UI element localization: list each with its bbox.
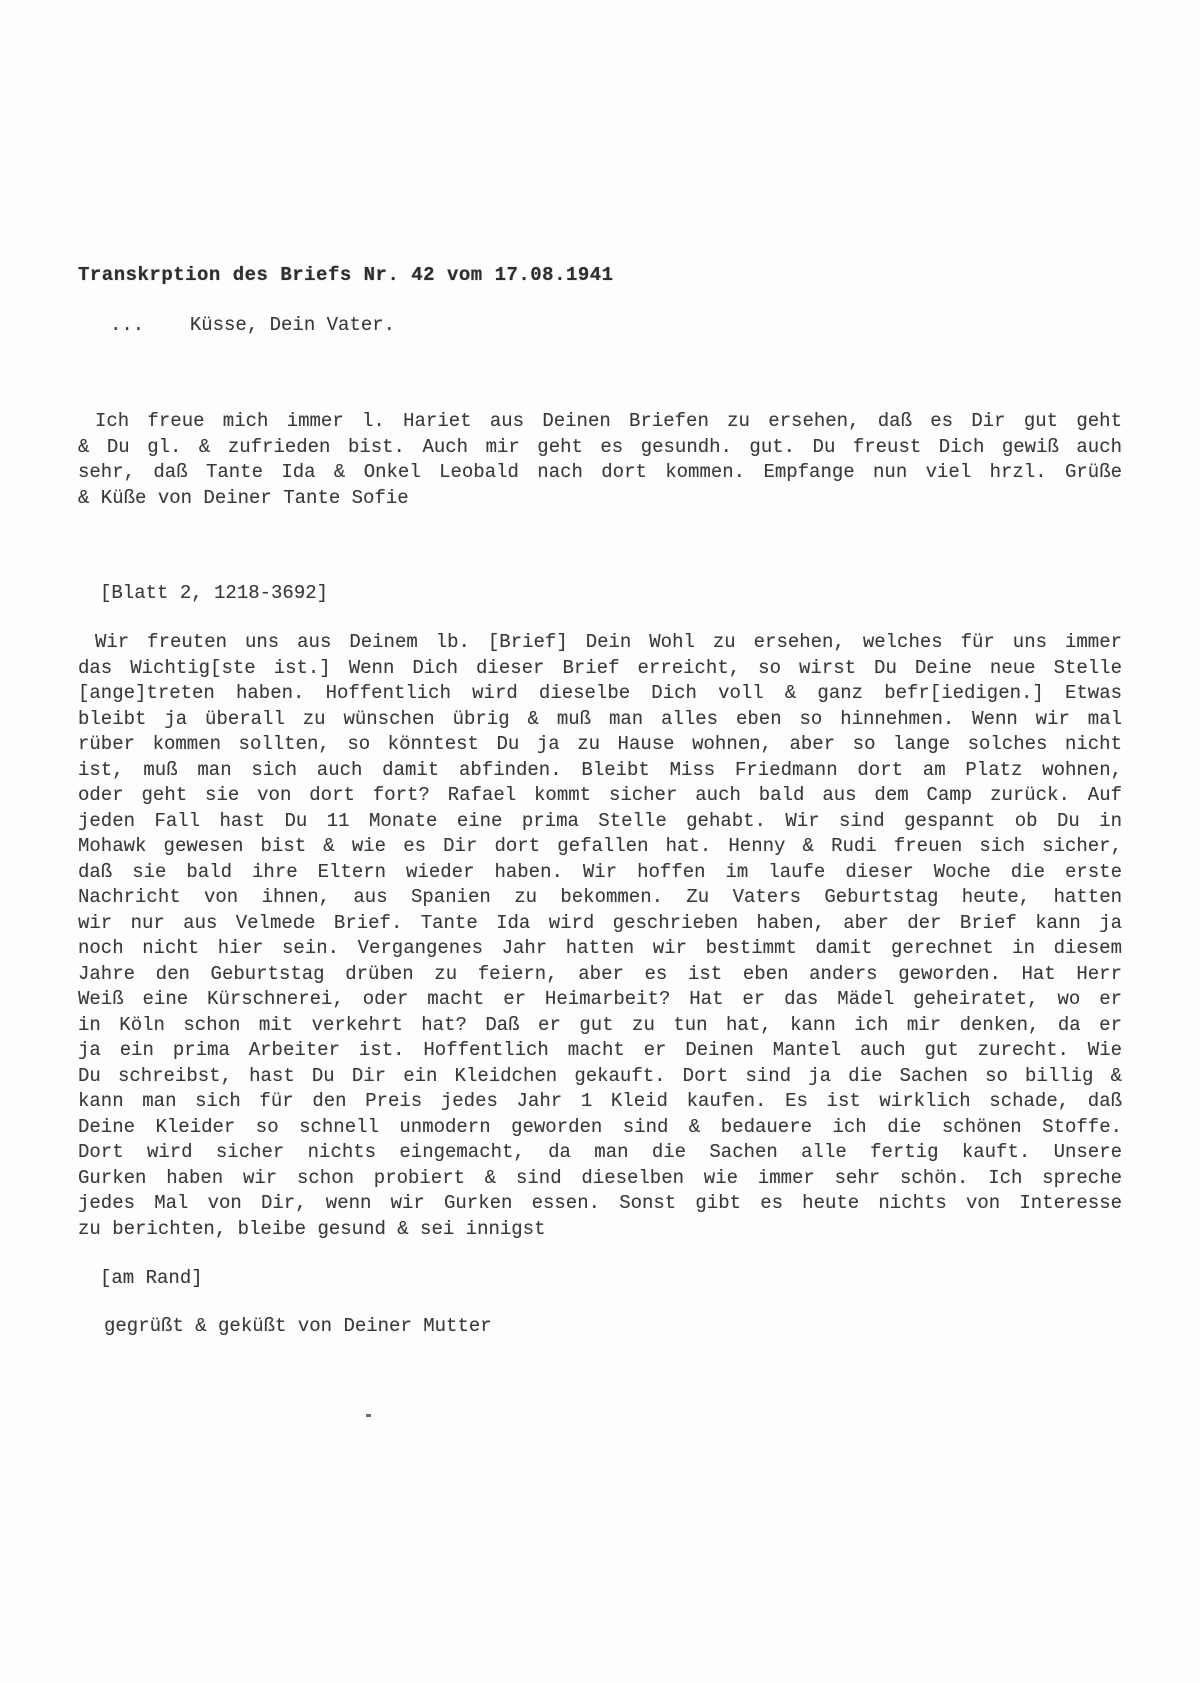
text-line: Nachricht von ihnen, aus Spanien zu bekommen. Zu Vaters Geburtstag heute, hatten (78, 886, 1122, 908)
text-line: [ange]treten haben. Hoffentlich wird dieselbe Dich voll & ganz befr[iedigen.] Etwas (78, 682, 1122, 704)
text-line: rüber kommen sollten, so könntest Du ja zu Hause wohnen, aber so lange solches nicht (78, 733, 1122, 755)
text-line: noch nicht hier sein. Vergangenes Jahr hatten wir bestimmt damit gerechnet in diesem (78, 937, 1122, 959)
text-line: & Küße von Deiner Tante Sofie (78, 486, 409, 509)
text-line: jedes Mal von Dir, wenn wir Gurken essen. Sonst gibt es heute nichts von Interesse (78, 1192, 1122, 1214)
text-line: kann man sich für den Preis jedes Jahr 1 Kleid kaufen. Es ist wirklich schade, daß (78, 1090, 1122, 1112)
scan-artifact-dot (366, 1414, 371, 1417)
text-line: oder geht sie von dort fort? Rafael kommt sicher auch bald aus dem Camp zurück. Auf (78, 784, 1122, 806)
text-line: Dort wird sicher nichts eingemacht, da man die Sachen alle fertig kauft. Unsere (78, 1141, 1122, 1163)
text-line: jeden Fall hast Du 11 Monate eine prima Stelle gehabt. Wir sind gespannt ob Du in (78, 809, 1122, 832)
text-line: daß sie bald ihre Eltern wieder haben. Wir hoffen im laufe dieser Woche die erste (78, 860, 1122, 883)
text-line: Weiß eine Kürschnerei, oder macht er Heimarbeit? Hat er das Mädel geheiratet, wo er (78, 988, 1122, 1010)
margin-note-marker-line: [am Rand] (100, 1267, 203, 1289)
text-line: bleibt ja überall zu wünschen übrig & muß man alles eben so hinnehmen. Wenn wir mal (78, 707, 1122, 730)
closing-mother-line: gegrüßt & geküßt von Deiner Mutter (104, 1315, 492, 1337)
text-line: das Wichtig[ste ist.] Wenn Dich dieser Brief erreicht, so wirst Du Deine neue Stelle (78, 656, 1122, 679)
paragraph-greeting-aunt-sofie (78, 409, 1122, 511)
sheet-marker-line: [Blatt 2, 1218-3692] (100, 582, 329, 604)
paragraph-main-body (78, 630, 1122, 1242)
text-line: Du schreibst, hast Du Dir ein Kleidchen gekauft. Dort sind ja die Sachen so billig & (78, 1064, 1122, 1087)
text-line: Wir freuten uns aus Deinem lb. [Brief] Dein Wohl zu ersehen, welches für uns immer (95, 631, 1122, 653)
text-line: ja ein prima Arbeiter ist. Hoffentlich macht er Deinen Mantel auch gut zurecht. Wie (78, 1039, 1122, 1061)
text-line: Mohawk gewesen bist & wie es Dir dort gefallen hat. Henny & Rudi freuen sich sicher, (78, 835, 1122, 857)
text-line: in Köln schon mit verkehrt hat? Daß er gut zu tun hat, kann ich mir denken, da er (78, 1013, 1122, 1036)
text-line: sehr, daß Tante Ida & Onkel Leobald nach dort kommen. Empfange nun viel hrzl. Grüße (78, 461, 1122, 483)
text-line: Jahre den Geburtstag drüben zu feiern, aber es ist eben anders geworden. Hat Herr (78, 962, 1122, 985)
text-line: Deine Kleider so schnell unmodern geworden sind & bedauere ich die schönen Stoffe. (78, 1115, 1122, 1138)
text-line: Ich freue mich immer l. Hariet aus Deinen Briefen zu ersehen, daß es Dir gut geht (95, 410, 1122, 432)
text-line: wir nur aus Velmede Brief. Tante Ida wird geschrieben haben, aber der Brief kann ja (78, 911, 1122, 934)
text-line: & Du gl. & zufrieden bist. Auch mir geht es gesundh. gut. Du freust Dich gewiß auch (78, 435, 1122, 458)
text-line: ist, muß man sich auch damit abfinden. Bleibt Miss Friedmann dort am Platz wohnen, (78, 758, 1122, 781)
salutation-fragment-line: ... Küsse, Dein Vater. (110, 314, 396, 336)
text-line: zu berichten, bleibe gesund & sei innigst (78, 1217, 546, 1240)
text-line: Gurken haben wir schon probiert & sind dieselben wie immer sehr schön. Ich spreche (78, 1166, 1122, 1189)
document-title: Transkrption des Briefs Nr. 42 vom 17.08.1941 (78, 264, 614, 286)
